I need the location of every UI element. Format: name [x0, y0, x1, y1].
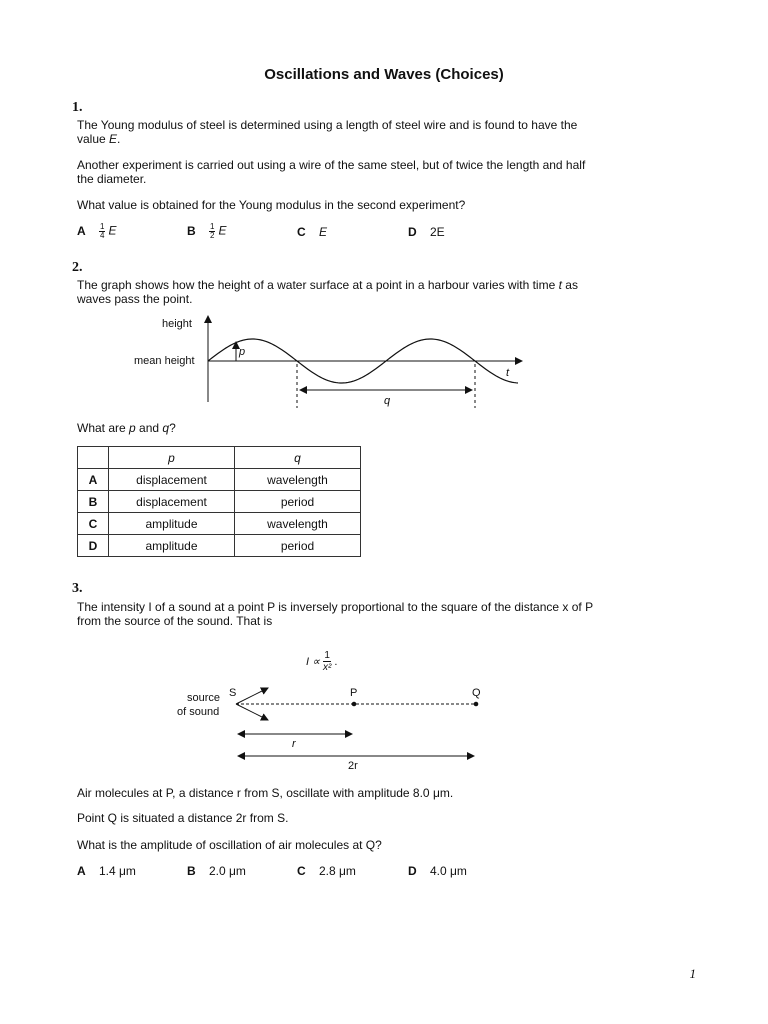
option-text: 4.0 μm — [430, 864, 467, 878]
option-label: D — [408, 864, 417, 878]
graph-t-label: t — [506, 367, 510, 379]
q3-option-c[interactable] — [297, 864, 356, 878]
q1-line-2-end: . — [117, 132, 121, 146]
option-label: A — [77, 864, 86, 878]
point-p-dot — [352, 702, 357, 707]
source-label-line-2: of sound — [177, 706, 220, 718]
graph-q-label: q — [384, 395, 391, 407]
q3-option-a[interactable] — [77, 864, 136, 878]
q2-line-1 — [77, 278, 578, 292]
option-variable: E — [218, 223, 227, 238]
table-header-q: q — [235, 447, 361, 469]
option-label: D — [408, 225, 417, 239]
q2-line-1-text: The graph shows how the height of a water surface at a point in a harbour varies with time — [77, 278, 559, 292]
q1-variable-e: E — [109, 132, 118, 146]
q3-option-b[interactable] — [187, 864, 246, 878]
option-text: 1.4 μm — [99, 864, 136, 878]
option-label: B — [187, 864, 196, 878]
fraction-numerator: 1 — [100, 222, 105, 231]
option-label: A — [77, 223, 86, 238]
q2-line-2: waves pass the point. — [77, 292, 193, 306]
row-p-value: displacement — [109, 469, 235, 491]
q1-para2-line-2: the diameter. — [77, 172, 147, 186]
source-arrow-up — [236, 688, 268, 704]
r-label: r — [292, 738, 296, 750]
question-2-number: 2. — [72, 260, 83, 275]
q1-line-2 — [77, 132, 577, 146]
row-p-value: displacement — [109, 491, 235, 513]
point-s-label: S — [229, 687, 237, 699]
row-label: D — [78, 535, 109, 557]
graph-p-label: p — [239, 346, 246, 358]
row-label: A — [78, 469, 109, 491]
q2-variable-t: t — [558, 278, 562, 292]
fraction-denominator: 4 — [100, 231, 105, 240]
row-label: B — [78, 491, 109, 513]
table-row[interactable] — [78, 535, 361, 557]
graph-mean-height-label: mean height — [134, 355, 195, 367]
wave-height-graph — [120, 312, 540, 412]
option-label: B — [187, 223, 196, 238]
formula-numerator: 1 — [324, 650, 330, 661]
table-header-row — [78, 447, 361, 469]
q2-question-mark: ? — [169, 421, 176, 435]
table-header-blank — [78, 447, 109, 469]
row-label: C — [78, 513, 109, 535]
q1-option-d[interactable] — [408, 225, 445, 239]
option-text: 2.0 μm — [209, 864, 246, 878]
point-p-label: P — [350, 687, 358, 699]
q1-option-b[interactable] — [187, 223, 226, 240]
q2-question-q: q — [162, 421, 170, 435]
inverse-square-formula — [306, 650, 337, 673]
question-3-stem — [77, 600, 593, 628]
q2-line-1-end: as — [561, 278, 578, 292]
option-text: 2.8 μm — [319, 864, 356, 878]
row-q-value: period — [235, 535, 361, 557]
q1-option-c[interactable] — [297, 225, 327, 239]
row-p-value: amplitude — [109, 535, 235, 557]
formula-denominator: x² — [322, 662, 332, 673]
formula-fraction — [323, 650, 331, 673]
q3-line-1: The intensity I of a sound at a point P is inversely proportional to the square of the distance x of P — [77, 600, 594, 614]
question-1-number: 1. — [72, 100, 83, 115]
q3-line-2: from the source of the sound. That is — [77, 614, 273, 628]
question-3-question: What is the amplitude of oscillation of air molecules at Q? — [77, 838, 382, 852]
q2-question-and: and — [135, 421, 163, 435]
table-row[interactable] — [78, 513, 361, 535]
option-text: E — [319, 225, 328, 239]
question-1-question: What value is obtained for the Young modulus in the second experiment? — [77, 198, 466, 212]
row-p-value: amplitude — [109, 513, 235, 535]
option-label: C — [297, 225, 306, 239]
table-header-p: p — [109, 447, 235, 469]
page-number: 1 — [689, 966, 696, 981]
option-variable: E — [108, 223, 117, 238]
q3-statement-2: Point Q is situated a distance 2r from S. — [77, 811, 289, 825]
fraction-one-half — [209, 223, 215, 240]
question-3-number: 3. — [72, 581, 83, 596]
question-1-paragraph-2 — [77, 158, 585, 186]
q2-answer-table — [77, 446, 361, 557]
row-q-value: wavelength — [235, 469, 361, 491]
q1-para2-line-1: Another experiment is carried out using a wire of the same steel, but of twice the length and half — [77, 158, 586, 172]
option-text: 2E — [430, 225, 445, 239]
row-q-value: wavelength — [235, 513, 361, 535]
option-label: C — [297, 864, 306, 878]
q1-line-2-text: value — [77, 132, 110, 146]
point-q-dot — [474, 702, 479, 707]
fraction-denominator: 2 — [210, 231, 215, 240]
question-1-stem — [77, 118, 577, 146]
fraction-one-quarter — [99, 223, 105, 240]
point-q-label: Q — [472, 687, 481, 699]
q2-question-p: p — [129, 421, 136, 435]
q1-line-1: The Young modulus of steel is determined using a length of steel wire and is found to have the — [77, 118, 578, 132]
fraction-numerator: 1 — [210, 222, 215, 231]
source-arrow-down — [236, 704, 268, 720]
q1-option-a[interactable] — [77, 223, 116, 240]
q2-question-text: What are — [77, 421, 130, 435]
sound-source-diagram — [170, 680, 510, 772]
table-row[interactable] — [78, 469, 361, 491]
q3-option-d[interactable] — [408, 864, 467, 878]
page-title: Oscillations and Waves (Choices) — [264, 66, 504, 83]
q3-statement-1: Air molecules at P, a distance r from S, oscillate with amplitude 8.0 μm. — [77, 786, 454, 800]
row-q-value: period — [235, 491, 361, 513]
formula-period: . — [334, 655, 338, 668]
question-2-question — [77, 421, 176, 435]
question-2-stem — [77, 278, 578, 306]
table-row[interactable] — [78, 491, 361, 513]
formula-lhs: I ∝ — [306, 655, 320, 668]
2r-label: 2r — [348, 760, 358, 772]
graph-height-label: height — [162, 318, 192, 330]
source-label-line-1: source — [187, 692, 221, 704]
